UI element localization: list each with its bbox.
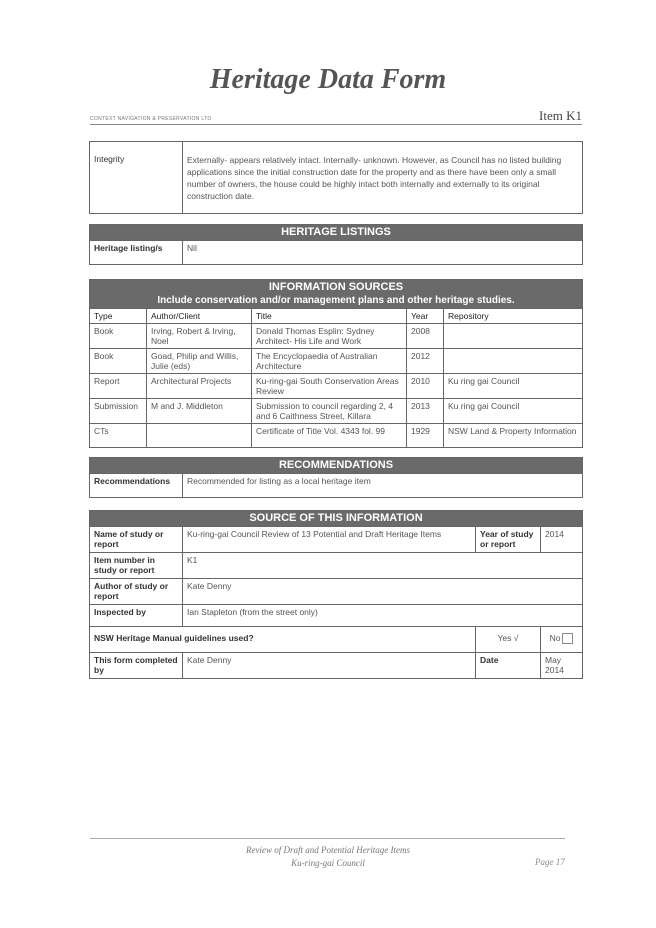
source-information-heading: SOURCE OF THIS INFORMATION <box>90 511 583 527</box>
table-cell: Submission <box>90 399 147 424</box>
recommendations-heading: RECOMMENDATIONS <box>90 458 583 474</box>
table-cell: CTs <box>90 424 147 448</box>
heritage-listings-table <box>89 224 583 265</box>
integrity-table <box>89 141 583 214</box>
author-value: Kate Denny <box>183 579 583 605</box>
item-number-label: Item number in study or report <box>90 553 183 579</box>
date-value: May 2014 <box>541 653 583 679</box>
footer-divider <box>90 838 565 839</box>
recommendations-value: Recommended for listing as a local heritage item <box>183 474 583 498</box>
table-cell: Goad, Philip and Willis, Julie (eds) <box>147 349 252 374</box>
column-header: Author/Client <box>147 309 252 324</box>
page-title: Heritage Data Form <box>209 64 447 95</box>
heritage-listings-value: Nil <box>183 241 583 265</box>
table-cell: 2008 <box>407 324 444 349</box>
author-label: Author of study or report <box>90 579 183 605</box>
no-option <box>541 627 583 653</box>
date-label: Date <box>476 653 541 679</box>
yes-option: Yes √ <box>476 627 541 653</box>
table-cell: Certificate of Title Vol. 4343 fol. 99 <box>252 424 407 448</box>
information-sources-subtitle: Include conservation and/or management plans and other heritage studies. <box>157 295 515 306</box>
checkbox-icon <box>562 633 573 644</box>
table-cell: Ku ring gai Council <box>444 374 583 399</box>
table-cell: Book <box>90 324 147 349</box>
column-header: Title <box>252 309 407 324</box>
heritage-listings-label: Heritage listing/s <box>90 241 183 265</box>
table-cell: Donald Thomas Esplin: Sydney Architect- His Life and Work <box>252 324 407 349</box>
column-header: Repository <box>444 309 583 324</box>
table-cell: Irving, Robert & Irving, Noel <box>147 324 252 349</box>
table-cell: Submission to council regarding 2, 4 and 6 Caithness Street, Killara <box>252 399 407 424</box>
table-cell: Architectural Projects <box>147 374 252 399</box>
table-cell: 1929 <box>407 424 444 448</box>
study-year-value: 2014 <box>541 527 583 553</box>
item-number: Item K1 <box>539 108 582 123</box>
table-cell <box>147 424 252 448</box>
completed-by-value: Kate Denny <box>183 653 476 679</box>
study-year-label: Year of study or report <box>476 527 541 553</box>
table-row <box>90 324 583 349</box>
information-sources-table <box>89 279 583 448</box>
table-cell: 2013 <box>407 399 444 424</box>
table-cell <box>444 349 583 374</box>
table-cell: 2010 <box>407 374 444 399</box>
guidelines-label: NSW Heritage Manual guidelines used? <box>90 627 476 653</box>
information-sources-title: INFORMATION SOURCES <box>268 281 404 293</box>
consultant-name: CONTEXT NAVIGATION & PRESERVATION LTD <box>90 116 212 122</box>
study-name-value: Ku-ring-gai Council Review of 13 Potential and Draft Heritage Items <box>183 527 476 553</box>
source-information-table <box>89 510 583 679</box>
recommendations-table <box>89 457 583 498</box>
table-cell: Report <box>90 374 147 399</box>
column-header: Year <box>407 309 444 324</box>
footer-line-2: Ku-ring-gai Council <box>291 858 365 868</box>
table-cell <box>444 324 583 349</box>
item-number-value: K1 <box>183 553 583 579</box>
integrity-text: Externally- appears relatively intact. Internally- unknown. However, as Council has no listed building applications since the initial construction date for the property and as there have been only a small number of owners, the house could be highly intact both internally and externally to its original construction date. <box>183 142 583 214</box>
information-sources-heading <box>90 280 583 309</box>
header-line <box>90 108 582 140</box>
table-row <box>90 349 583 374</box>
integrity-label: Integrity <box>90 142 183 214</box>
table-cell: Book <box>90 349 147 374</box>
inspected-value: Ian Stapleton (from the street only) <box>183 605 583 627</box>
table-cell: M and J. Middleton <box>147 399 252 424</box>
column-header: Type <box>90 309 147 324</box>
inspected-label: Inspected by <box>90 605 183 627</box>
table-row <box>90 374 583 399</box>
table-cell: Ku ring gai Council <box>444 399 583 424</box>
table-row <box>90 424 583 448</box>
completed-by-label: This form completed by <box>90 653 183 679</box>
table-cell: NSW Land & Property Information <box>444 424 583 448</box>
table-cell: The Encyclopaedia of Australian Architecture <box>252 349 407 374</box>
page-number: Page 17 <box>535 857 565 867</box>
study-name-label: Name of study or report <box>90 527 183 553</box>
table-cell: 2012 <box>407 349 444 374</box>
no-label: No <box>549 633 561 643</box>
table-cell: Ku-ring-gai South Conservation Areas Review <box>252 374 407 399</box>
header-divider <box>90 124 582 125</box>
footer-line-1: Review of Draft and Potential Heritage Items <box>246 845 410 855</box>
table-row <box>90 399 583 424</box>
heritage-listings-heading: HERITAGE LISTINGS <box>90 225 583 241</box>
recommendations-label: Recommendations <box>90 474 183 498</box>
